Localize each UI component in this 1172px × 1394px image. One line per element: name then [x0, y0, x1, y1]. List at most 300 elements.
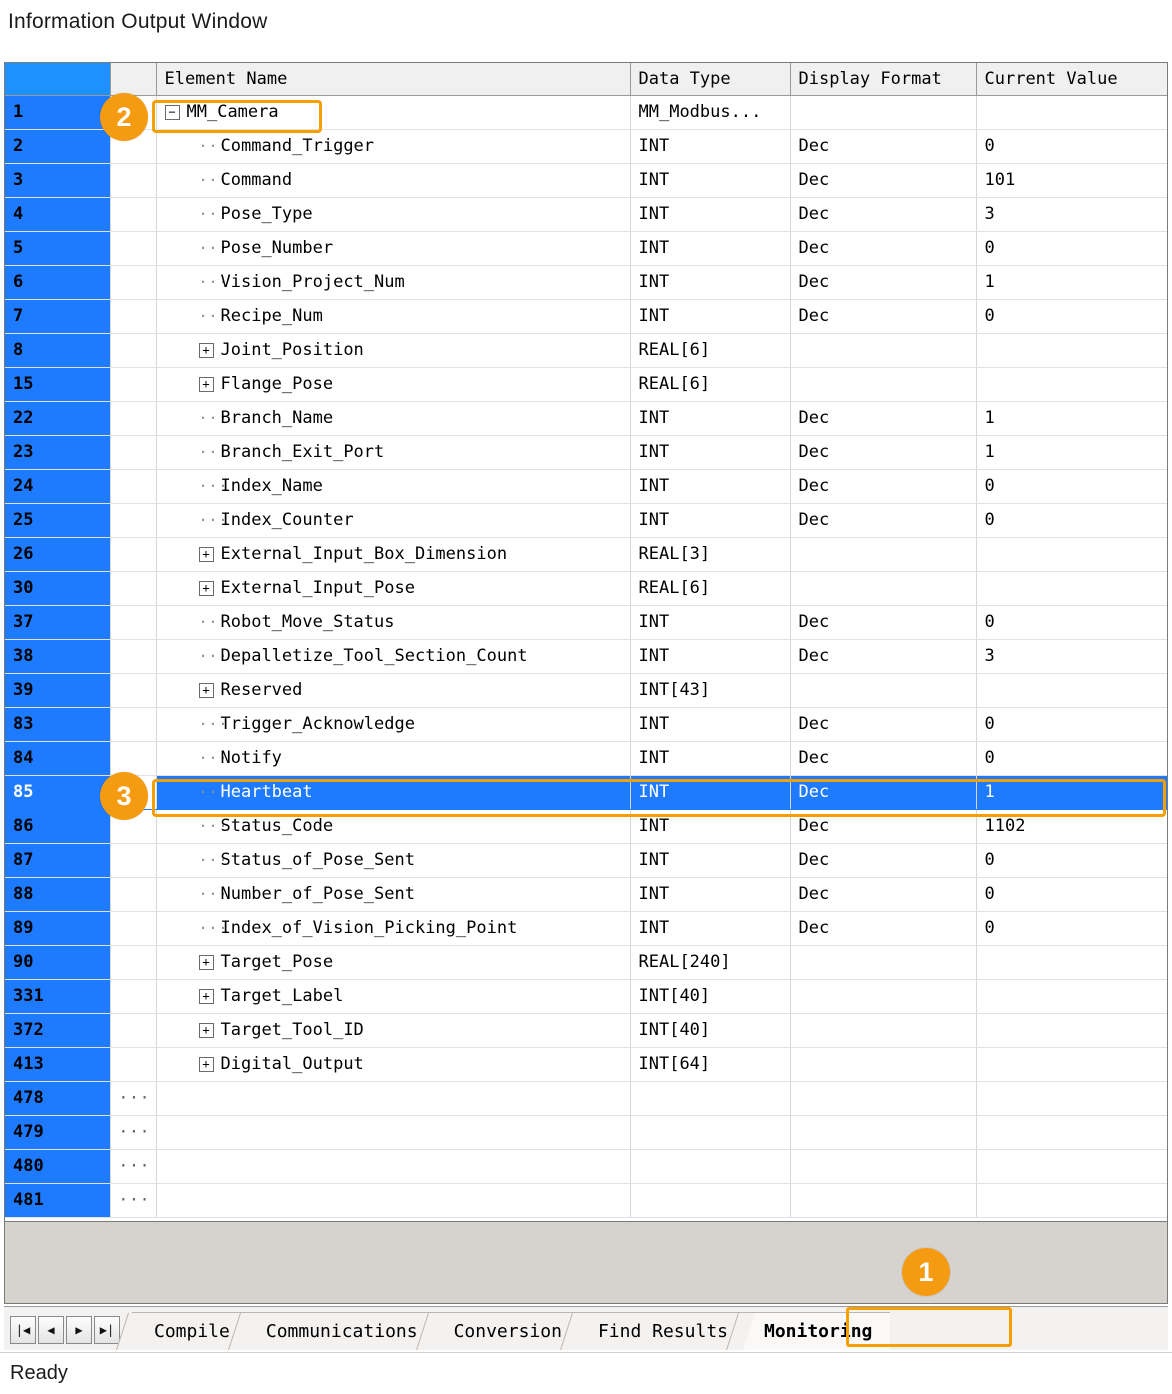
row-number-cell[interactable]: 478 [5, 1081, 110, 1115]
element-name-cell[interactable] [156, 435, 630, 469]
tree-leaf-marker-icon: ··· [198, 171, 229, 189]
tab-communications[interactable] [244, 1312, 436, 1350]
tree-leaf-marker-icon: ··· [198, 409, 229, 427]
data-type-cell[interactable]: INT [630, 435, 790, 469]
element-name-cell[interactable] [156, 503, 630, 537]
current-value-cell[interactable] [976, 979, 1167, 1013]
data-type-cell[interactable]: INT[40] [630, 979, 790, 1013]
element-name-cell[interactable] [156, 1047, 630, 1081]
tree-continuation-dots: ··· [118, 1122, 151, 1141]
element-name-cell[interactable] [156, 979, 630, 1013]
display-format-cell[interactable]: Dec [790, 843, 976, 877]
tree-leaf-marker-icon: ··· [198, 477, 229, 495]
current-value-cell[interactable]: 0 [976, 741, 1167, 775]
expand-plus-icon[interactable]: + [199, 377, 214, 392]
data-type-cell[interactable]: INT [630, 877, 790, 911]
display-format-cell[interactable]: Dec [790, 503, 976, 537]
display-format-cell[interactable] [790, 1047, 976, 1081]
current-value-cell[interactable]: 0 [976, 843, 1167, 877]
element-name-cell[interactable] [156, 673, 630, 707]
tree-gutter-cell [110, 163, 156, 197]
grid-header-row [5, 63, 1167, 95]
current-value-cell[interactable] [976, 1047, 1167, 1081]
element-name-cell[interactable] [156, 571, 630, 605]
table-row[interactable] [5, 163, 1167, 197]
data-type-cell[interactable]: INT [630, 163, 790, 197]
current-value-cell[interactable] [976, 945, 1167, 979]
table-row[interactable] [5, 299, 1167, 333]
row-number-cell[interactable]: 24 [5, 469, 110, 503]
row-number-cell[interactable]: 23 [5, 435, 110, 469]
current-value-cell[interactable]: 1 [976, 435, 1167, 469]
display-format-cell[interactable]: Dec [790, 265, 976, 299]
row-number-cell[interactable]: 480 [5, 1149, 110, 1183]
element-name-cell[interactable] [156, 605, 630, 639]
row-number-cell[interactable]: 90 [5, 945, 110, 979]
element-name-cell[interactable] [156, 639, 630, 673]
table-row[interactable] [5, 979, 1167, 1013]
tree-gutter-cell [110, 911, 156, 945]
row-number-cell[interactable]: 3 [5, 163, 110, 197]
element-name-cell[interactable] [156, 231, 630, 265]
row-number-cell[interactable]: 372 [5, 1013, 110, 1047]
tree-gutter-cell [110, 605, 156, 639]
row-number-cell[interactable]: 6 [5, 265, 110, 299]
tree-gutter-cell [110, 673, 156, 707]
tree-gutter-cell [110, 197, 156, 231]
element-name-label: Notify [220, 748, 282, 768]
element-name-label: Target_Tool_ID [220, 1020, 364, 1040]
table-row[interactable] [5, 367, 1167, 401]
display-format-cell[interactable] [790, 333, 976, 367]
tree-leaf-marker-icon: ··· [198, 273, 229, 291]
current-value-cell[interactable] [976, 1081, 1167, 1115]
display-format-cell[interactable] [790, 367, 976, 401]
status-bar-text: Ready [10, 1362, 68, 1384]
row-number-cell[interactable]: 4 [5, 197, 110, 231]
current-value-cell[interactable]: 0 [976, 707, 1167, 741]
element-name-label: Pose_Type [220, 204, 313, 224]
element-name-cell[interactable] [156, 1081, 630, 1115]
display-format-cell[interactable]: Dec [790, 639, 976, 673]
row-number-cell[interactable]: 30 [5, 571, 110, 605]
element-name-cell[interactable] [156, 1115, 630, 1149]
element-name-cell[interactable] [156, 1013, 630, 1047]
data-type-cell[interactable] [630, 1183, 790, 1217]
tree-continuation-dots: ··· [118, 1088, 151, 1107]
tree-leaf-marker-icon: ··· [198, 647, 229, 665]
row-number-cell[interactable]: 39 [5, 673, 110, 707]
data-type-cell[interactable]: INT [630, 197, 790, 231]
table-row[interactable] [5, 435, 1167, 469]
tree-leaf-marker-icon: ··· [198, 205, 229, 223]
current-value-cell[interactable]: 1 [976, 401, 1167, 435]
data-type-cell[interactable]: REAL[6] [630, 571, 790, 605]
output-window-tabstrip[interactable] [4, 1306, 1168, 1350]
monitoring-grid[interactable] [5, 63, 1168, 1218]
display-format-cell[interactable]: Dec [790, 299, 976, 333]
column-header-rownum[interactable] [5, 63, 110, 95]
element-name-cell[interactable] [156, 843, 630, 877]
element-name-cell[interactable] [156, 469, 630, 503]
tree-gutter-cell [110, 1183, 156, 1217]
data-type-cell[interactable]: INT [630, 843, 790, 877]
display-format-cell[interactable]: Dec [790, 775, 976, 809]
current-value-cell[interactable]: 0 [976, 231, 1167, 265]
data-type-cell[interactable] [630, 1081, 790, 1115]
data-type-cell[interactable]: REAL[240] [630, 945, 790, 979]
table-row[interactable] [5, 639, 1167, 673]
data-type-cell[interactable]: INT[43] [630, 673, 790, 707]
table-row[interactable] [5, 1183, 1167, 1217]
element-name-label: Heartbeat [220, 782, 313, 802]
element-name-label: Flange_Pose [220, 374, 334, 394]
row-number-cell[interactable]: 87 [5, 843, 110, 877]
table-row[interactable] [5, 197, 1167, 231]
element-name-cell[interactable] [156, 401, 630, 435]
display-format-cell[interactable]: Dec [790, 469, 976, 503]
tree-leaf-marker-icon: ··· [198, 613, 229, 631]
table-row[interactable] [5, 231, 1167, 265]
display-format-cell[interactable]: Dec [790, 231, 976, 265]
column-header-data-type[interactable]: Data Type [630, 63, 790, 95]
display-format-cell[interactable]: Dec [790, 809, 976, 843]
tree-gutter-cell [110, 265, 156, 299]
element-name-label: Branch_Exit_Port [220, 442, 385, 462]
element-name-cell[interactable] [156, 911, 630, 945]
display-format-cell[interactable]: Dec [790, 605, 976, 639]
current-value-cell[interactable]: 101 [976, 163, 1167, 197]
element-name-cell[interactable] [156, 945, 630, 979]
tree-gutter-cell [110, 741, 156, 775]
row-number-cell[interactable]: 1 [5, 95, 110, 129]
current-value-cell[interactable]: 0 [976, 503, 1167, 537]
tree-leaf-marker-icon: ··· [198, 511, 229, 529]
element-name-label: MM_Camera [186, 102, 279, 122]
data-type-cell[interactable]: INT [630, 707, 790, 741]
tree-gutter-cell [110, 503, 156, 537]
table-row[interactable] [5, 469, 1167, 503]
element-name-label: Digital_Output [220, 1054, 364, 1074]
current-value-cell[interactable] [976, 673, 1167, 707]
element-name-cell[interactable] [156, 877, 630, 911]
tree-gutter-cell [110, 571, 156, 605]
tree-leaf-marker-icon: ··· [198, 885, 229, 903]
display-format-cell[interactable] [790, 945, 976, 979]
element-name-cell[interactable] [156, 775, 630, 809]
expand-plus-icon[interactable]: + [199, 1057, 214, 1072]
current-value-cell[interactable] [976, 1115, 1167, 1149]
collapse-minus-icon[interactable]: − [165, 105, 180, 120]
display-format-cell[interactable] [790, 1081, 976, 1115]
row-number-cell[interactable]: 2 [5, 129, 110, 163]
data-type-cell[interactable]: INT[40] [630, 1013, 790, 1047]
current-value-cell[interactable] [976, 95, 1167, 129]
element-name-cell[interactable] [156, 265, 630, 299]
data-type-cell[interactable]: INT [630, 265, 790, 299]
table-row[interactable] [5, 843, 1167, 877]
element-name-label: Target_Pose [220, 952, 334, 972]
data-type-cell[interactable]: REAL[6] [630, 367, 790, 401]
data-type-cell[interactable]: INT [630, 605, 790, 639]
table-row[interactable] [5, 707, 1167, 741]
element-name-cell[interactable] [156, 1183, 630, 1217]
current-value-cell[interactable] [976, 537, 1167, 571]
display-format-cell[interactable]: Dec [790, 877, 976, 911]
display-format-cell[interactable]: Dec [790, 197, 976, 231]
data-type-cell[interactable] [630, 1149, 790, 1183]
data-type-cell[interactable]: INT [630, 469, 790, 503]
column-header-current-value[interactable]: Current Value [976, 63, 1167, 95]
tree-gutter-cell [110, 1081, 156, 1115]
tree-leaf-marker-icon: ··· [198, 443, 229, 461]
table-row[interactable] [5, 1047, 1167, 1081]
current-value-cell[interactable]: 0 [976, 605, 1167, 639]
current-value-cell[interactable] [976, 571, 1167, 605]
data-type-cell[interactable]: INT [630, 775, 790, 809]
row-number-cell[interactable]: 8 [5, 333, 110, 367]
tree-gutter-cell [110, 435, 156, 469]
row-number-cell[interactable]: 15 [5, 367, 110, 401]
data-type-cell[interactable]: REAL[3] [630, 537, 790, 571]
display-format-cell[interactable] [790, 571, 976, 605]
tab-list[interactable] [132, 1306, 886, 1350]
grid-empty-space [4, 1222, 1168, 1304]
tree-leaf-marker-icon: ··· [198, 749, 229, 767]
element-name-cell[interactable] [156, 741, 630, 775]
table-row[interactable] [5, 1013, 1167, 1047]
tab-nav-button-3[interactable]: ▶| [94, 1316, 120, 1344]
data-type-cell[interactable]: INT[64] [630, 1047, 790, 1081]
table-row[interactable] [5, 945, 1167, 979]
data-type-cell[interactable]: INT [630, 741, 790, 775]
element-name-label: Trigger_Acknowledge [220, 714, 415, 734]
data-type-cell[interactable]: INT [630, 231, 790, 265]
current-value-cell[interactable] [976, 367, 1167, 401]
row-number-cell[interactable]: 84 [5, 741, 110, 775]
table-row[interactable] [5, 95, 1167, 129]
tab-nav-buttons[interactable] [4, 1310, 122, 1350]
annotation-marker-1: 1 [902, 1248, 950, 1296]
element-name-label: Index_Counter [220, 510, 354, 530]
current-value-cell[interactable]: 3 [976, 639, 1167, 673]
tree-gutter-cell [110, 401, 156, 435]
element-name-label: Reserved [220, 680, 303, 700]
current-value-cell[interactable] [976, 333, 1167, 367]
row-number-cell[interactable]: 25 [5, 503, 110, 537]
tree-leaf-marker-icon: ··· [198, 851, 229, 869]
annotation-marker-2: 2 [100, 93, 148, 141]
row-number-cell[interactable]: 5 [5, 231, 110, 265]
tree-gutter-cell [110, 979, 156, 1013]
element-name-cell[interactable] [156, 809, 630, 843]
expand-plus-icon[interactable]: + [199, 581, 214, 596]
display-format-cell[interactable]: Dec [790, 707, 976, 741]
table-row[interactable] [5, 911, 1167, 945]
display-format-cell[interactable] [790, 673, 976, 707]
row-number-cell[interactable]: 481 [5, 1183, 110, 1217]
element-name-cell[interactable] [156, 707, 630, 741]
status-bar [0, 1352, 1172, 1394]
display-format-cell[interactable]: Dec [790, 401, 976, 435]
table-row[interactable] [5, 877, 1167, 911]
display-format-cell[interactable]: Dec [790, 163, 976, 197]
column-header-display-format[interactable]: Display Format [790, 63, 976, 95]
element-name-cell[interactable] [156, 1149, 630, 1183]
data-type-cell[interactable]: REAL[6] [630, 333, 790, 367]
tree-gutter-cell [110, 537, 156, 571]
table-row[interactable] [5, 605, 1167, 639]
table-row[interactable] [5, 537, 1167, 571]
display-format-cell[interactable] [790, 1183, 976, 1217]
element-name-label: Vision_Project_Num [220, 272, 405, 292]
element-name-cell[interactable] [156, 197, 630, 231]
tree-leaf-marker-icon: ··· [198, 919, 229, 937]
element-name-cell[interactable] [156, 129, 630, 163]
display-format-cell[interactable]: Dec [790, 911, 976, 945]
tab-nav-button-2[interactable]: ▶ [66, 1316, 92, 1344]
display-format-cell[interactable]: Dec [790, 129, 976, 163]
expand-plus-icon[interactable]: + [199, 1023, 214, 1038]
tree-gutter-cell [110, 367, 156, 401]
current-value-cell[interactable]: 0 [976, 469, 1167, 503]
column-header-tree[interactable] [110, 63, 156, 95]
current-value-cell[interactable]: 0 [976, 299, 1167, 333]
display-format-cell[interactable] [790, 1149, 976, 1183]
table-row[interactable] [5, 503, 1167, 537]
current-value-cell[interactable]: 0 [976, 911, 1167, 945]
tab-label: Conversion [453, 1321, 562, 1342]
element-name-label: Joint_Position [220, 340, 364, 360]
element-name-cell[interactable] [156, 333, 630, 367]
table-row[interactable] [5, 1081, 1167, 1115]
current-value-cell[interactable]: 1 [976, 265, 1167, 299]
element-name-cell[interactable] [156, 95, 630, 129]
table-row[interactable] [5, 571, 1167, 605]
expand-plus-icon[interactable]: + [199, 955, 214, 970]
column-header-element-name[interactable]: Element Name [156, 63, 630, 95]
tree-leaf-marker-icon: ··· [198, 307, 229, 325]
display-format-cell[interactable] [790, 979, 976, 1013]
table-row[interactable] [5, 265, 1167, 299]
row-number-cell[interactable]: 26 [5, 537, 110, 571]
tree-gutter-cell [110, 945, 156, 979]
table-row[interactable] [5, 673, 1167, 707]
current-value-cell[interactable]: 3 [976, 197, 1167, 231]
row-number-cell[interactable]: 479 [5, 1115, 110, 1149]
display-format-cell[interactable]: Dec [790, 435, 976, 469]
element-name-label: External_Input_Box_Dimension [220, 544, 508, 564]
data-type-cell[interactable]: INT [630, 911, 790, 945]
element-name-cell[interactable] [156, 537, 630, 571]
element-name-label: Status_of_Pose_Sent [220, 850, 415, 870]
row-number-cell[interactable]: 413 [5, 1047, 110, 1081]
data-type-cell[interactable]: INT [630, 809, 790, 843]
table-row[interactable] [5, 741, 1167, 775]
tree-gutter-cell [110, 877, 156, 911]
tab-nav-button-1[interactable]: ◀ [38, 1316, 64, 1344]
data-type-cell[interactable]: INT [630, 401, 790, 435]
current-value-cell[interactable]: 1102 [976, 809, 1167, 843]
tree-leaf-marker-icon: ··· [198, 817, 229, 835]
row-number-cell[interactable]: 38 [5, 639, 110, 673]
expand-plus-icon[interactable]: + [199, 683, 214, 698]
row-number-cell[interactable]: 331 [5, 979, 110, 1013]
element-name-label: Recipe_Num [220, 306, 323, 326]
table-row[interactable] [5, 809, 1167, 843]
row-number-cell[interactable]: 37 [5, 605, 110, 639]
tree-leaf-marker-icon: ··· [198, 239, 229, 257]
tab-label: Monitoring [764, 1321, 873, 1342]
current-value-cell[interactable]: 0 [976, 129, 1167, 163]
current-value-cell[interactable] [976, 1149, 1167, 1183]
table-row[interactable] [5, 1149, 1167, 1183]
element-name-label: Pose_Number [220, 238, 334, 258]
element-name-cell[interactable] [156, 163, 630, 197]
tab-label: Find Results [597, 1321, 728, 1342]
grid-body[interactable] [5, 95, 1167, 1217]
expand-plus-icon[interactable]: + [199, 343, 214, 358]
table-row[interactable] [5, 333, 1167, 367]
tab-monitoring[interactable] [742, 1312, 890, 1350]
table-row[interactable] [5, 401, 1167, 435]
tab-nav-button-0[interactable]: |◀ [10, 1316, 36, 1344]
element-name-cell[interactable] [156, 299, 630, 333]
display-format-cell[interactable]: Dec [790, 741, 976, 775]
row-number-cell[interactable]: 88 [5, 877, 110, 911]
display-format-cell[interactable] [790, 95, 976, 129]
element-name-label: Index_of_Vision_Picking_Point [220, 918, 518, 938]
tab-label: Communications [265, 1321, 418, 1342]
display-format-cell[interactable] [790, 1013, 976, 1047]
data-type-cell[interactable]: INT [630, 503, 790, 537]
table-row[interactable] [5, 1115, 1167, 1149]
data-type-cell[interactable] [630, 1115, 790, 1149]
display-format-cell[interactable] [790, 537, 976, 571]
row-number-cell[interactable]: 89 [5, 911, 110, 945]
current-value-cell[interactable] [976, 1183, 1167, 1217]
monitoring-grid-panel[interactable] [4, 62, 1168, 1222]
table-row[interactable] [5, 129, 1167, 163]
current-value-cell[interactable]: 1 [976, 775, 1167, 809]
row-number-cell[interactable]: 22 [5, 401, 110, 435]
tab-conversion[interactable] [432, 1312, 580, 1350]
data-type-cell[interactable]: INT [630, 129, 790, 163]
expand-plus-icon[interactable]: + [199, 989, 214, 1004]
tree-gutter-cell [110, 333, 156, 367]
tree-gutter-cell [110, 707, 156, 741]
row-number-cell[interactable]: 86 [5, 809, 110, 843]
element-name-label: External_Input_Pose [220, 578, 415, 598]
table-row[interactable] [5, 775, 1167, 809]
current-value-cell[interactable]: 0 [976, 877, 1167, 911]
expand-plus-icon[interactable]: + [199, 547, 214, 562]
tree-gutter-cell [110, 469, 156, 503]
annotation-marker-3: 3 [100, 772, 148, 820]
display-format-cell[interactable] [790, 1115, 976, 1149]
row-number-cell[interactable]: 83 [5, 707, 110, 741]
data-type-cell[interactable]: INT [630, 299, 790, 333]
current-value-cell[interactable] [976, 1013, 1167, 1047]
data-type-cell[interactable]: INT [630, 639, 790, 673]
element-name-cell[interactable] [156, 367, 630, 401]
tree-leaf-marker-icon: ··· [198, 715, 229, 733]
row-number-cell[interactable]: 85 [5, 775, 110, 809]
data-type-cell[interactable]: MM_Modbus... [630, 95, 790, 129]
tab-find-results[interactable] [576, 1312, 746, 1350]
row-number-cell[interactable]: 7 [5, 299, 110, 333]
tree-continuation-dots: ··· [118, 1156, 151, 1175]
